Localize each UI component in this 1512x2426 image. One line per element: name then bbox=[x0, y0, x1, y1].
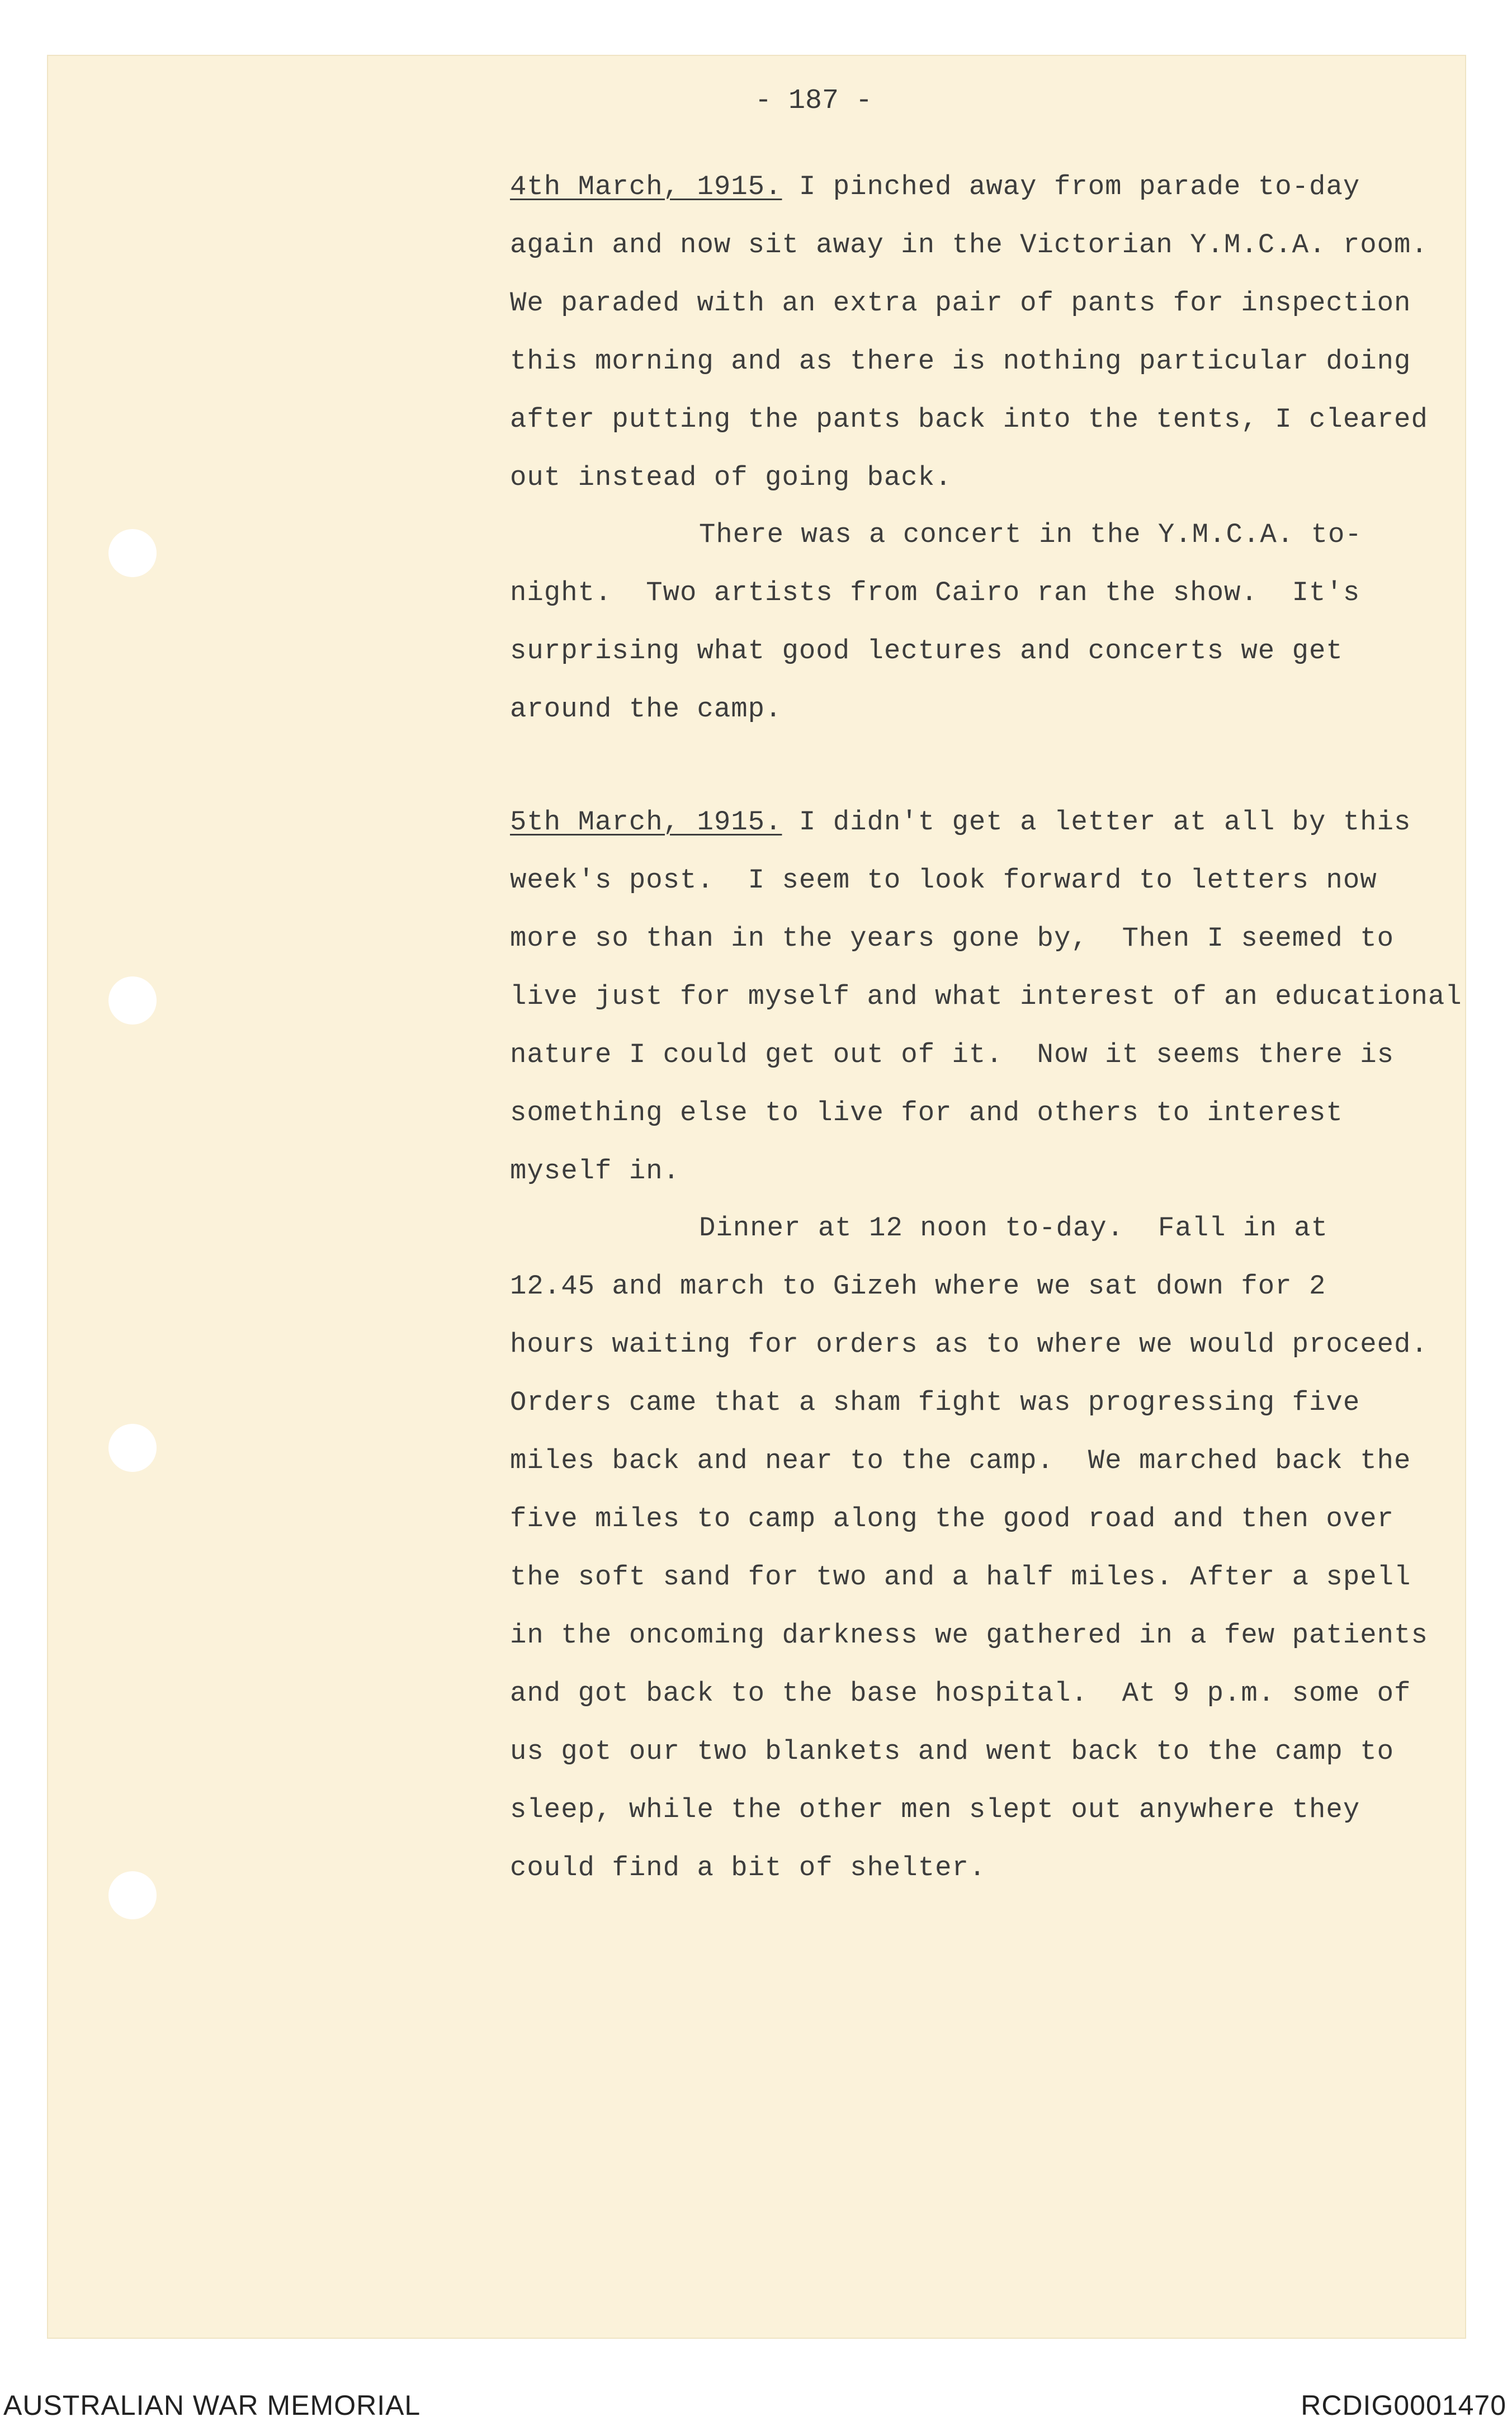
entry-line: night. Two artists from Cairo ran the show. It's bbox=[510, 577, 1360, 608]
entry-line: There was a concert in the Y.M.C.A. to- bbox=[699, 519, 1362, 550]
page-number: - 187 - bbox=[755, 85, 873, 117]
entry-line: could find a bit of shelter. bbox=[510, 1852, 986, 1884]
entry-line: surprising what good lectures and concerts we get bbox=[510, 635, 1343, 667]
entry-line: something else to live for and others to interest bbox=[510, 1097, 1343, 1129]
entry-line: 12.45 and march to Gizeh where we sat down for 2 bbox=[510, 1271, 1326, 1302]
entry-date: 4th March, 1915. bbox=[510, 171, 782, 202]
punch-hole bbox=[108, 1424, 157, 1472]
entry-line bbox=[510, 171, 1360, 202]
entry-line: Dinner at 12 noon to-day. Fall in at bbox=[699, 1212, 1328, 1244]
entry-line: more so than in the years gone by, Then I seemed to bbox=[510, 923, 1395, 954]
entry-line: us got our two blankets and went back to the camp to bbox=[510, 1736, 1395, 1767]
institution-credit: AUSTRALIAN WAR MEMORIAL bbox=[3, 2390, 421, 2421]
punch-hole bbox=[108, 529, 157, 577]
punch-hole bbox=[108, 1871, 157, 1919]
entry-line bbox=[510, 806, 1411, 838]
catalogue-id: RCDIG0001470 bbox=[1301, 2390, 1506, 2421]
entry-line: in the oncoming darkness we gathered in a few patients bbox=[510, 1620, 1428, 1651]
entry-line: five miles to camp along the good road and then over bbox=[510, 1503, 1395, 1535]
entry-line: hours waiting for orders as to where we would proceed. bbox=[510, 1329, 1428, 1360]
entry-line: myself in. bbox=[510, 1155, 681, 1187]
entry-line: this morning and as there is nothing particular doing bbox=[510, 346, 1411, 377]
punch-hole bbox=[108, 976, 157, 1025]
entry-line: again and now sit away in the Victorian Y.M.C.A. room. bbox=[510, 229, 1428, 261]
entry-line: live just for myself and what interest of an educational bbox=[510, 981, 1462, 1012]
entry-line: Orders came that a sham fight was progressing five bbox=[510, 1387, 1360, 1418]
entry-line: out instead of going back. bbox=[510, 462, 952, 493]
entry-line: the soft sand for two and a half miles. After a spell bbox=[510, 1561, 1411, 1593]
entry-text: I pinched away from parade to-day bbox=[782, 171, 1360, 202]
entry-text: I didn't get a letter at all by this bbox=[782, 806, 1411, 838]
entry-line: after putting the pants back into the tents, I cleared bbox=[510, 404, 1428, 435]
entry-line: week's post. I seem to look forward to letters now bbox=[510, 865, 1377, 896]
document-page bbox=[47, 55, 1466, 2339]
entry-line: sleep, while the other men slept out anywhere they bbox=[510, 1794, 1360, 1825]
entry-line: and got back to the base hospital. At 9 p.m. some of bbox=[510, 1678, 1411, 1709]
entry-line: miles back and near to the camp. We marched back the bbox=[510, 1445, 1411, 1476]
entry-line: around the camp. bbox=[510, 693, 782, 725]
entry-line: We paraded with an extra pair of pants for inspection bbox=[510, 287, 1411, 319]
entry-line: nature I could get out of it. Now it seems there is bbox=[510, 1039, 1395, 1070]
entry-date: 5th March, 1915. bbox=[510, 806, 782, 838]
